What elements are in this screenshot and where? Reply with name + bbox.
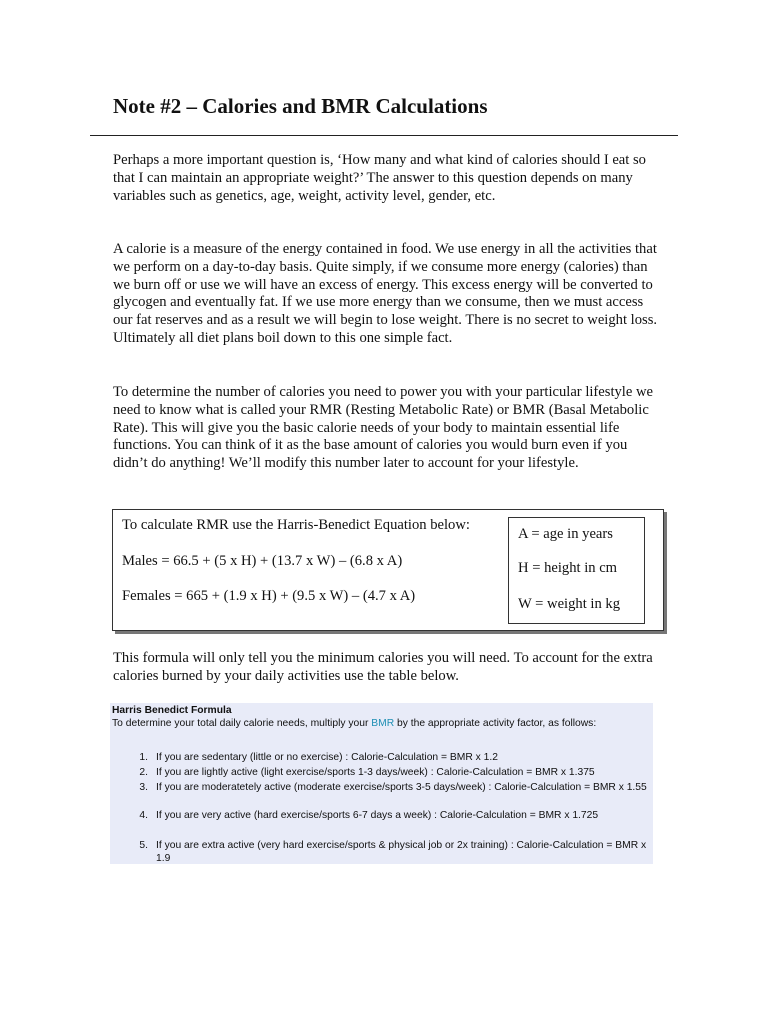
- harris-benedict-title: Harris Benedict Formula: [112, 705, 232, 716]
- harris-benedict-panel: [110, 703, 653, 864]
- legend-age: A = age in years: [518, 526, 613, 542]
- calorie-definition-paragraph: A calorie is a measure of the energy contained in food. We use energy in all the activities that we perform on a day-to-day basis. Quite simply, if we consume more energy (calories) than we burn off or use we will have an excess of energy. This excess energy will be converted to glycogen and eventually fat. If we use more energy than we consume, then we must access our fat reserves and as a result we will begin to lose weight. There is no secret to weight loss. Ultimately all diet plans boil down to this one simple fact.: [113, 241, 658, 346]
- list-item-number: 4.: [139, 810, 148, 821]
- list-item-text: If you are moderatetely active (moderate exercise/sports 3-5 days/week) : Calorie-Calculation = BMR x 1.55: [156, 782, 647, 793]
- list-item-text: If you are sedentary (little or no exercise) : Calorie-Calculation = BMR x 1.2: [156, 752, 498, 763]
- formula-note-paragraph: This formula will only tell you the minimum calories you will need. To account for the extra calories burned by your daily activities use the table below.: [113, 650, 653, 684]
- list-item-number: 2.: [139, 767, 148, 778]
- list-item-number: 5.: [139, 840, 148, 851]
- legend-weight: W = weight in kg: [518, 596, 620, 612]
- bmr-paragraph: To determine the number of calories you need to power you with your particular lifestyle we need to know what is called your RMR (Resting Metabolic Rate) or BMR (Basal Metabolic Rate). This will give you the basic calorie needs of your body to maintain essential life functions. You can think of it as the base amount of calories you would burn even if you didn’t do anything! We’ll modify this number later to account for your lifestyle.: [113, 384, 653, 472]
- subtitle-text-before: To determine your total daily calorie needs, multiply your: [112, 718, 372, 729]
- subtitle-text-after: by the appropriate activity factor, as follows:: [394, 718, 597, 729]
- harris-benedict-subtitle: [112, 717, 596, 730]
- title-divider: [90, 135, 678, 136]
- legend-height: H = height in cm: [518, 560, 618, 576]
- page-title: Note #2 – Calories and BMR Calculations: [113, 94, 488, 118]
- list-item-text: If you are lightly active (light exercise/sports 1-3 days/week) : Calorie-Calculation = BMR x 1.375: [156, 767, 595, 778]
- list-item-number: 3.: [139, 782, 148, 793]
- list-item-number: 1.: [139, 752, 148, 763]
- variable-legend: [508, 517, 645, 624]
- males-equation: Males = 66.5 + (5 x H) + (13.7 x W) – (6.8 x A): [122, 553, 403, 569]
- list-item-text: If you are very active (hard exercise/sports 6-7 days a week) : Calorie-Calculation = BMR x 1.725: [156, 810, 599, 821]
- equation-box: [112, 509, 664, 631]
- females-equation: Females = 665 + (1.9 x H) + (9.5 x W) – (4.7 x A): [122, 588, 416, 604]
- bmr-link[interactable]: BMR: [371, 718, 395, 729]
- intro-paragraph: Perhaps a more important question is, ‘How many and what kind of calories should I eat so that I can maintain an appropriate weight?’ The answer to this question depends on many variables such as genetics, age, weight, activity level, gender, etc.: [113, 152, 646, 204]
- equation-intro: To calculate RMR use the Harris-Benedict Equation below:: [122, 517, 470, 533]
- list-item-text: If you are extra active (very hard exercise/sports & physical job or 2x training) : Calorie-Calculation = BMR x 1.9: [156, 840, 647, 864]
